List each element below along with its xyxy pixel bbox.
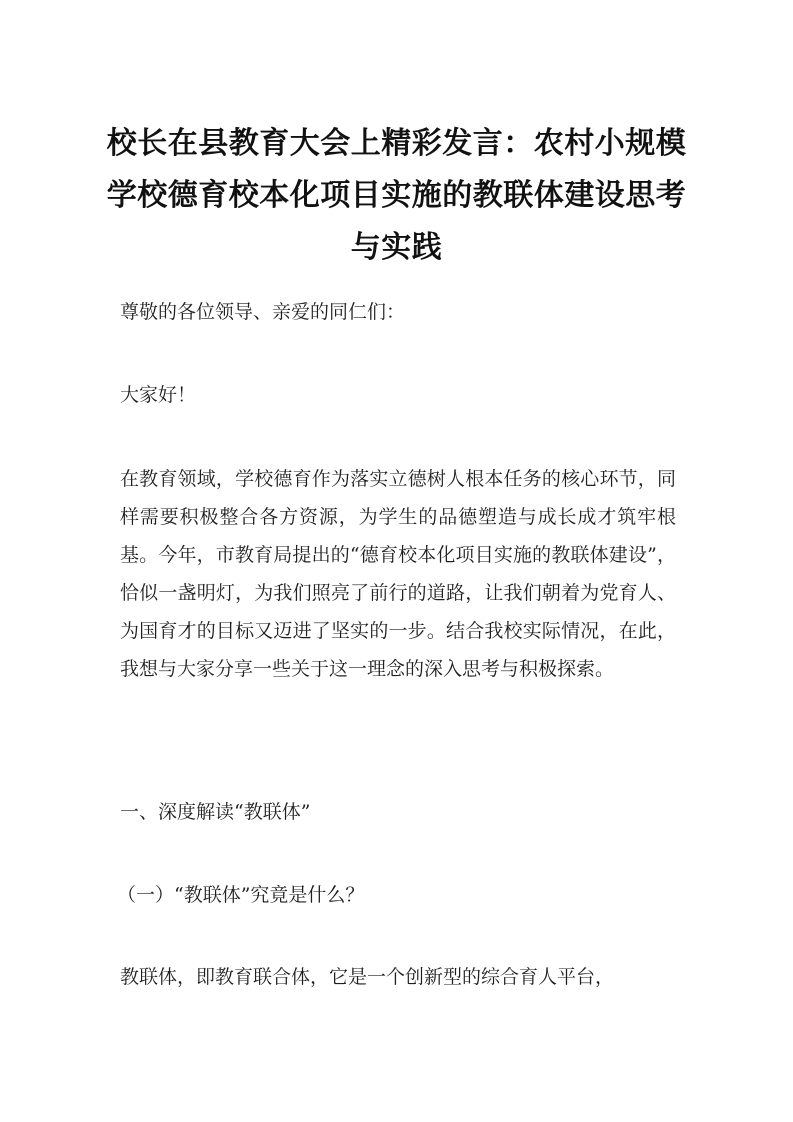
intro-paragraph: 在教育领域，学校德育作为落实立德树人根本任务的核心环节，同样需要积极整合各方资源，为学生的品德塑造与成长成才筑牢根基。今年，市教育局提出的“德育校本化项目实施的教联体建设”，恰似一盏明灯，为我们照亮了前行的道路，让我们朝着为党育人、为国育才的目标又迈进了坚实的一步。结合我校实际情况，在此，我想与大家分享一些关于这一理念的深入思考与积极探索。 — [120, 468, 676, 680]
section-heading: 一、深度解读“教联体” — [120, 801, 311, 823]
body-paragraph: 教联体，即教育联合体，它是一个创新型的综合育人平台， — [120, 966, 615, 988]
hello-line: 大家好！ — [120, 384, 197, 406]
greeting-line: 尊敬的各位领导、亲爱的同仁们： — [120, 301, 406, 323]
subsection-heading: （一）“教联体”究竟是什么？ — [117, 884, 365, 906]
document-title: 校长在县教育大会上精彩发言：农村小规模学校德育校本化项目实施的教联体建设思考与实践 — [106, 126, 687, 265]
